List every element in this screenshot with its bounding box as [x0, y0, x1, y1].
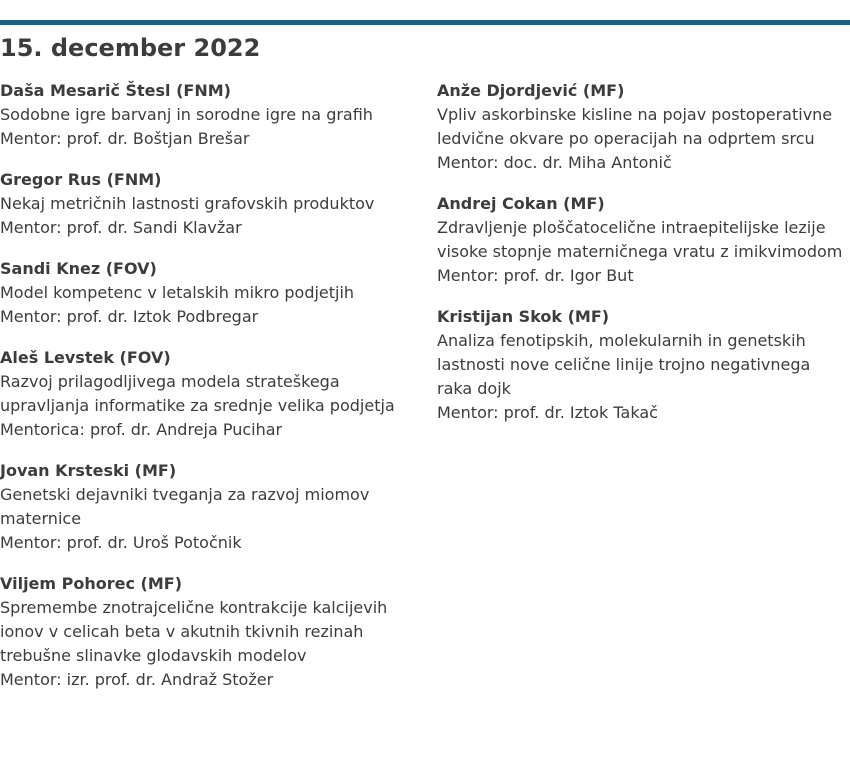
mentor-line: Mentor: doc. dr. Miha Antonič [437, 153, 672, 172]
defense-entry [0, 79, 420, 151]
mentor-line: Mentor: prof. dr. Uroš Potočnik [0, 533, 242, 552]
mentor-line: Mentor: prof. dr. Iztok Takač [437, 403, 658, 422]
mentor-line: Mentor: prof. dr. Sandi Klavžar [0, 218, 242, 237]
defense-entry [437, 305, 850, 425]
candidate-name: Andrej Cokan (MF) [437, 194, 605, 213]
left-column [0, 79, 420, 709]
candidate-name: Gregor Rus (FNM) [0, 170, 162, 189]
candidate-name: Viljem Pohorec (MF) [0, 574, 183, 593]
candidate-name: Jovan Krsteski (MF) [0, 461, 177, 480]
defense-entry [437, 79, 850, 175]
thesis-title: Razvoj prilagodljivega modela strateškega upravljanja informatike za srednje velika podjetja [0, 372, 395, 415]
defense-entry [0, 459, 420, 555]
thesis-title: Nekaj metričnih lastnosti grafovskih produktov [0, 194, 375, 213]
defense-entry [437, 192, 850, 288]
date-heading: 15. december 2022 [0, 34, 261, 62]
candidate-name: Aleš Levstek (FOV) [0, 348, 171, 367]
candidate-name: Daša Mesarič Štesl (FNM) [0, 81, 231, 100]
thesis-title: Vpliv askorbinske kisline na pojav postoperativne ledvične okvare po operacijah na odprtem srcu [437, 105, 833, 148]
candidate-name: Sandi Knez (FOV) [0, 259, 157, 278]
mentor-line: Mentor: izr. prof. dr. Andraž Stožer [0, 670, 274, 689]
thesis-title: Genetski dejavniki tveganja za razvoj miomov maternice [0, 485, 370, 528]
defense-entry [0, 168, 420, 240]
mentor-line: Mentor: prof. dr. Igor But [437, 266, 634, 285]
defense-entry [0, 346, 420, 442]
top-accent-bar [0, 20, 850, 25]
thesis-title: Analiza fenotipskih, molekularnih in genetskih lastnosti nove celične linije trojno negativnega raka dojk [437, 331, 811, 398]
thesis-title: Model kompetenc v letalskih mikro podjetjih [0, 283, 355, 302]
candidate-name: Anže Djordjević (MF) [437, 81, 625, 100]
mentor-line: Mentor: prof. dr. Iztok Podbregar [0, 307, 259, 326]
defense-entry [0, 257, 420, 329]
defense-entry [0, 572, 420, 692]
thesis-title: Spremembe znotrajcelične kontrakcije kalcijevih ionov v celicah beta v akutnih tkivnih rezinah trebušne slinavke glodavskih modelov [0, 598, 388, 665]
mentor-line: Mentor: prof. dr. Boštjan Brešar [0, 129, 250, 148]
mentor-line: Mentorica: prof. dr. Andreja Pucihar [0, 420, 283, 439]
right-column [437, 79, 850, 442]
candidate-name: Kristijan Skok (MF) [437, 307, 610, 326]
thesis-title: Zdravljenje ploščatocelične intraepitelijske lezije visoke stopnje materničnega vratu z imikvimodom [437, 218, 843, 261]
thesis-title: Sodobne igre barvanj in sorodne igre na grafih [0, 105, 373, 124]
